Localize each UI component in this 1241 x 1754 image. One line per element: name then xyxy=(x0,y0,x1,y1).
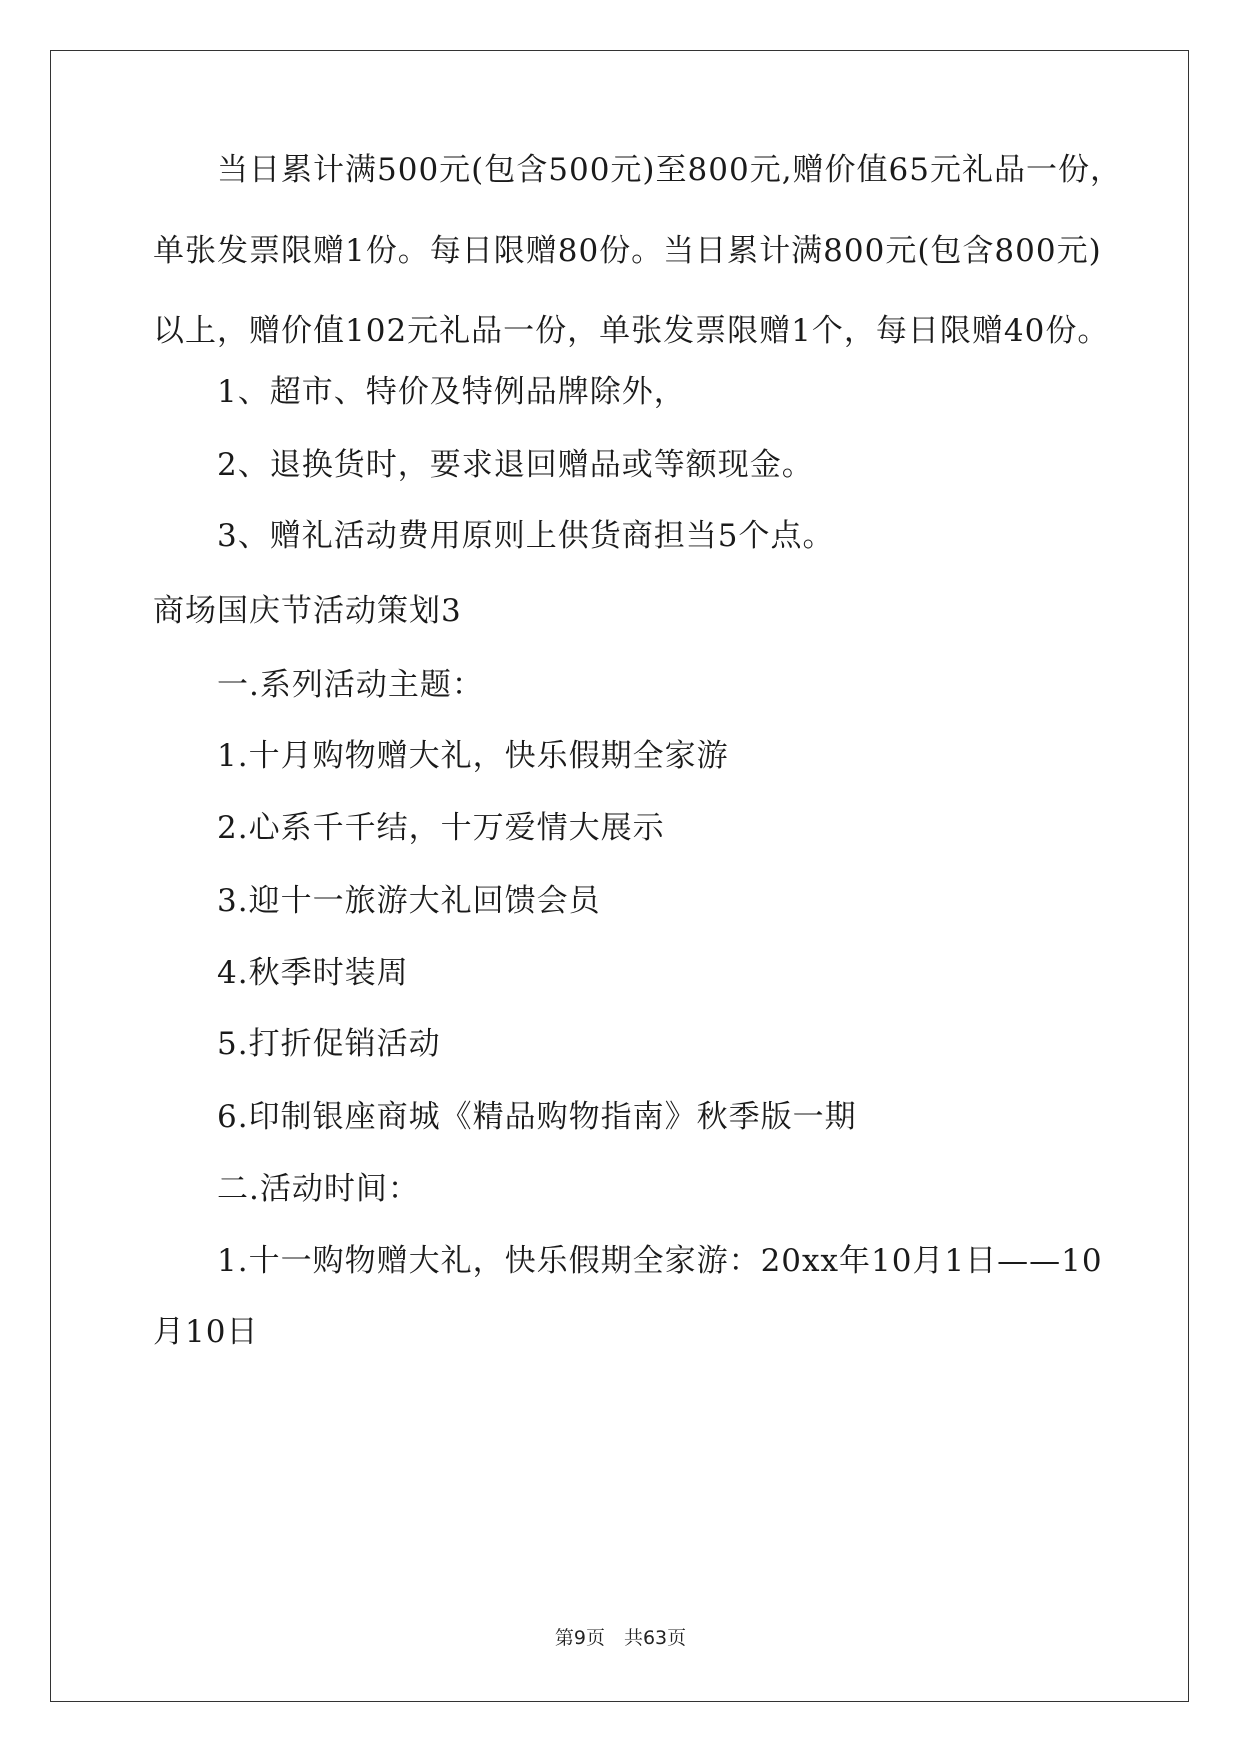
list-item: 2.心系千千结，十万爱情大展示 xyxy=(153,810,665,846)
list-item: 3.迎十一旅游大礼回馈会员 xyxy=(153,883,601,919)
list-item: 2、退换货时，要求退回赠品或等额现金。 xyxy=(153,447,814,483)
page-border xyxy=(50,50,1189,1702)
page-number: 第9页 共63页 xyxy=(554,1627,687,1649)
subsection-heading: 一.系列活动主题： xyxy=(153,667,484,703)
paragraph-line: 以上，赠价值102元礼品一份，单张发票限赠1个，每日限赠40份。 xyxy=(153,313,1110,349)
list-item: 4.秋季时装周 xyxy=(153,955,409,991)
list-item: 3、赠礼活动费用原则上供货商担当5个点。 xyxy=(153,518,835,554)
list-item: 1、超市、特价及特例品牌除外， xyxy=(153,374,686,410)
paragraph-line: 单张发票限赠1份。每日限赠80份。当日累计满800元(包含800元) xyxy=(153,233,1102,269)
list-item: 1.十月购物赠大礼，快乐假期全家游 xyxy=(153,738,729,774)
list-item: 5.打折促销活动 xyxy=(153,1026,441,1062)
paragraph-line: 当日累计满500元(包含500元)至800元,赠价值65元礼品一份， xyxy=(153,152,1122,188)
subsection-heading: 二.活动时间： xyxy=(153,1171,420,1207)
list-item: 1.十一购物赠大礼，快乐假期全家游：20xx年10月1日——10 xyxy=(153,1243,1103,1279)
list-item: 6.印制银座商城《精品购物指南》秋季版一期 xyxy=(153,1099,857,1135)
section-title: 商场国庆节活动策划3 xyxy=(153,593,462,629)
paragraph-line: 月10日 xyxy=(153,1314,259,1350)
